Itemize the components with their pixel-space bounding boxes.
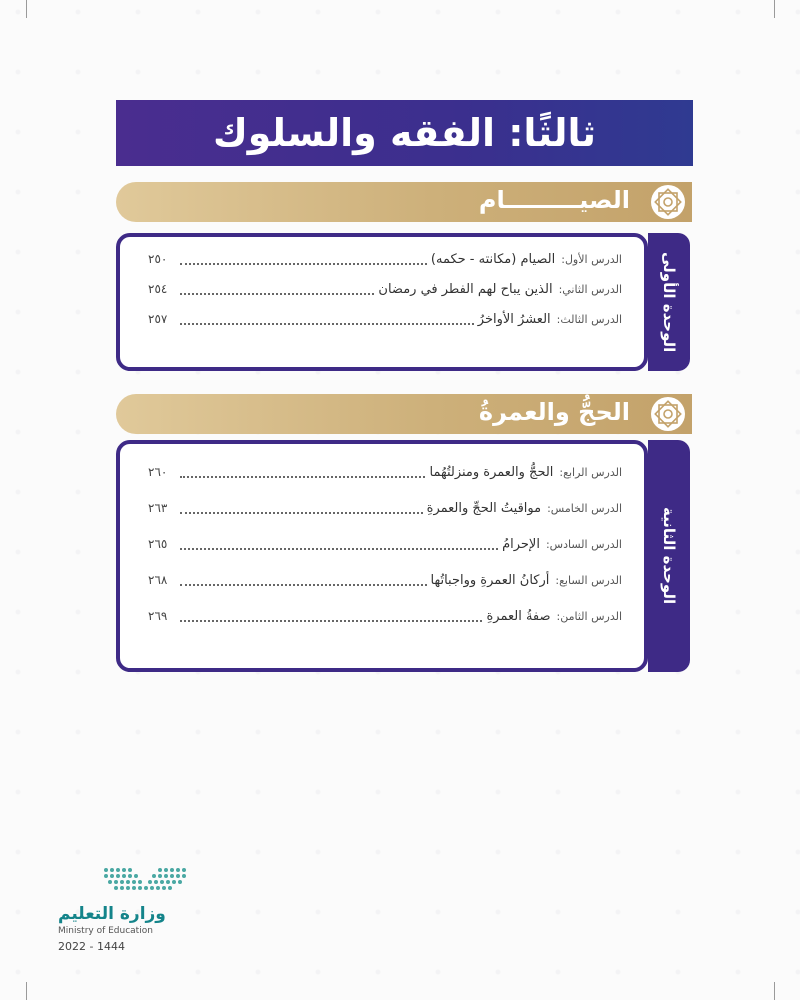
ministry-logo [58,860,208,960]
leader-dots [180,283,374,295]
lesson-row[interactable] [148,532,622,556]
lesson-page-number: ٢٦٣ [148,501,168,515]
unit-label: الوحدة الأولى [660,251,678,353]
lesson-label: الدرس الخامس: [547,501,622,515]
leader-dots [180,253,427,265]
leader-dots [180,574,427,586]
unit-label: الوحدة الثانية [660,507,678,605]
ministry-name-english: Ministry of Education [58,926,153,936]
lesson-label: الدرس الثالث: [556,312,622,326]
leader-dots [180,502,423,514]
lesson-page-number: ٢٥٤ [148,282,168,296]
lesson-row[interactable] [148,496,622,520]
lesson-label: الدرس الثاني: [558,282,622,296]
edition-year: 2022 - 1444 [58,940,125,953]
crop-mark-top-right [774,0,775,18]
lesson-page-number: ٢٦٥ [148,537,168,551]
unit-box-second [116,440,648,672]
unit-box-first [116,233,648,371]
lesson-row[interactable] [148,460,622,484]
page-title-banner [116,100,693,166]
lesson-title: العشرُ الأواخرُ [477,311,551,327]
ministry-name-arabic: وزارة التعليم [58,904,166,924]
lesson-label: الدرس الثامن: [556,609,622,623]
section-title: الحجُّ والعمرةُ [478,398,630,426]
ministry-logo-icon [100,864,190,898]
lesson-row[interactable] [148,307,622,331]
section-header-hajj [116,394,692,434]
lesson-label: الدرس الرابع: [559,465,622,479]
ornament-star-icon [650,396,686,432]
leader-dots [180,466,425,478]
crop-mark-bottom-left [26,982,27,1000]
leader-dots [180,610,482,622]
crop-mark-bottom-right [774,982,775,1000]
lesson-row[interactable] [148,568,622,592]
lesson-page-number: ٢٦٨ [148,573,168,587]
lesson-title: صفةُ العمرةِ [486,608,551,624]
unit-tab-first [648,233,690,371]
lesson-title: الحجُّ والعمرة ومنزلتُهُما [429,464,554,480]
lesson-title: الصيام (مكانته - حكمه) [430,251,556,267]
ornament-star-icon [650,184,686,220]
lesson-page-number: ٢٦٠ [148,465,168,479]
leader-dots [180,313,474,325]
lesson-row[interactable] [148,277,622,301]
section-header-fasting [116,182,692,222]
page-title: ثالثًا: الفقه والسلوك [212,111,597,155]
lesson-page-number: ٢٥٠ [148,252,168,266]
lesson-title: مواقيتُ الحجِّ والعمرةِ [426,500,542,516]
lesson-label: الدرس السادس: [545,537,622,551]
lesson-page-number: ٢٦٩ [148,609,168,623]
lesson-title: الإحرامُ [502,536,540,552]
lesson-label: الدرس السابع: [555,573,622,587]
lesson-title: الذين يباح لهم الفطر في رمضان [378,281,553,297]
lesson-page-number: ٢٥٧ [148,312,168,326]
section-title: الصيـــــــــام [478,186,630,214]
lesson-title: أركانُ العمرةِ وواجباتُها [430,572,550,588]
leader-dots [180,538,498,550]
crop-mark-top-left [26,0,27,18]
unit-tab-second [648,440,690,672]
lesson-label: الدرس الأول: [561,252,622,266]
lesson-row[interactable] [148,604,622,628]
lesson-row[interactable] [148,247,622,271]
